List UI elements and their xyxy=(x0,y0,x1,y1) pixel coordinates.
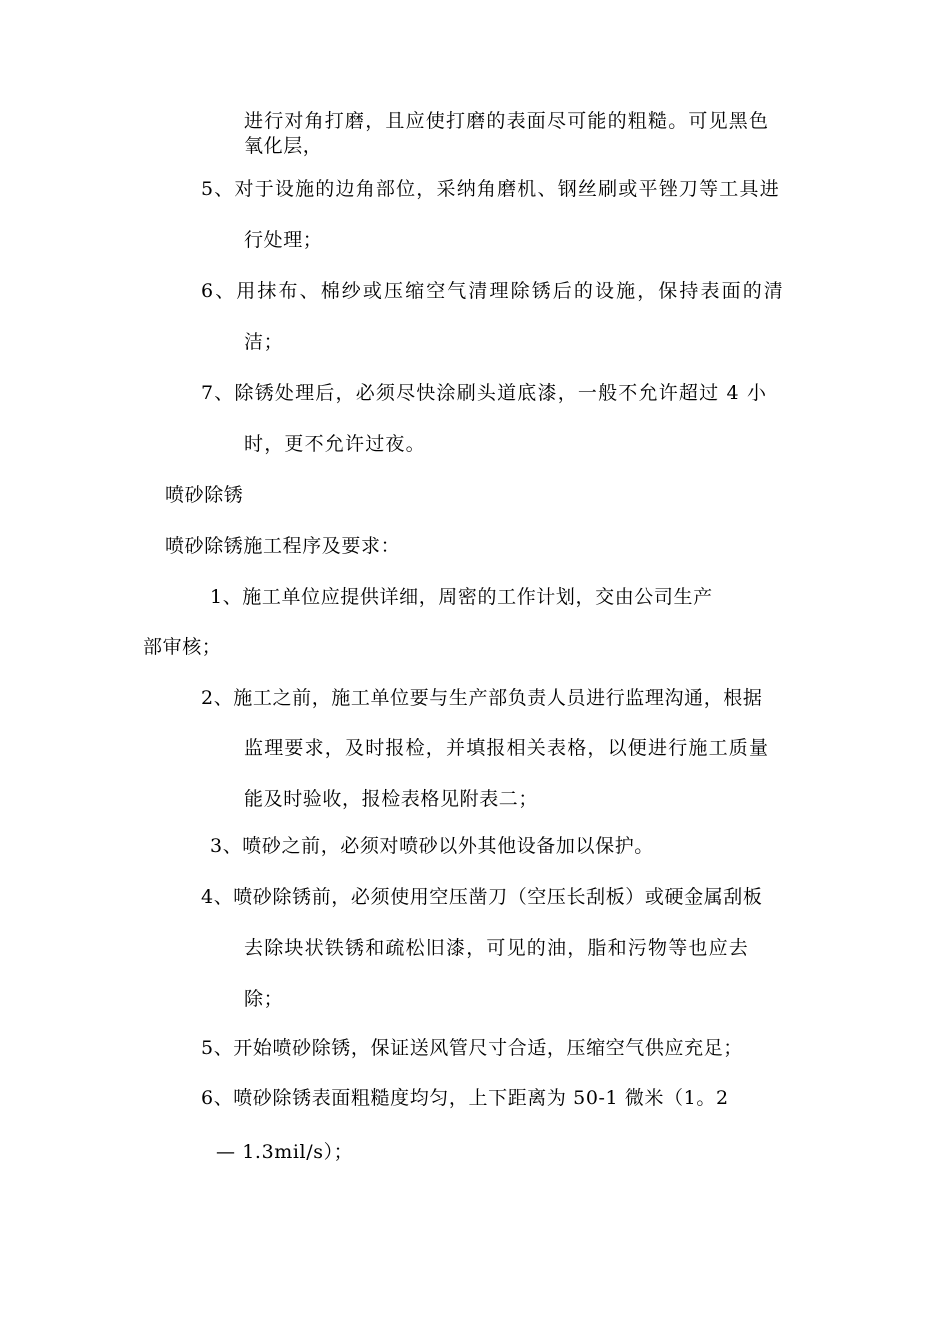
list-item-1: 1、施工单位应提供详细，周密的工作计划，交由公司生产 xyxy=(210,586,713,608)
list-item-6: 6、用抹布、棉纱或压缩空气清理除锈后的设施，保持表面的清 xyxy=(201,280,785,302)
text-line: 能及时验收，报检表格见附表二； xyxy=(244,788,539,810)
section-subheading: 喷砂除锈施工程序及要求： xyxy=(165,535,401,557)
section-heading: 喷砂除锈 xyxy=(165,484,244,506)
text-line: 监理要求，及时报检，并填报相关表格，以便进行施工质量 xyxy=(244,737,770,759)
text-line: 进行对角打磨，且应使打磨的表面尽可能的粗糙。可见黑色 xyxy=(244,110,770,132)
list-item-5: 5、对于设施的边角部位，采纳角磨机、钢丝刷或平锉刀等工具进 xyxy=(201,178,780,200)
list-item-3: 3、喷砂之前，必须对喷砂以外其他设备加以保护。 xyxy=(210,835,654,857)
text-line: 部审核； xyxy=(143,636,222,658)
text-line: 氧化层， xyxy=(244,135,323,157)
text-line: — 1.3mil/s）； xyxy=(216,1141,354,1163)
text-line: 时，更不允许过夜。 xyxy=(244,433,426,455)
text-line: 除； xyxy=(244,988,284,1010)
text-line: 行处理； xyxy=(244,229,323,251)
text-line: 洁； xyxy=(244,331,284,353)
text-line: 去除块状铁锈和疏松旧漆，可见的油，脂和污物等也应去 xyxy=(244,937,750,959)
list-item-5b: 5、开始喷砂除锈，保证送风管尺寸合适，压缩空气供应充足； xyxy=(201,1037,743,1059)
list-item-4: 4、喷砂除锈前，必须使用空压凿刀（空压长刮板）或硬金属刮板 xyxy=(201,886,763,908)
list-item-7: 7、除锈处理后，必须尽快涂刷头道底漆，一般不允许超过 4 小 xyxy=(201,382,768,404)
list-item-2: 2、施工之前，施工单位要与生产部负责人员进行监理沟通，根据 xyxy=(201,687,763,709)
list-item-6b: 6、喷砂除锈表面粗糙度均匀，上下距离为 50-1 微米（1。2 xyxy=(201,1087,729,1109)
